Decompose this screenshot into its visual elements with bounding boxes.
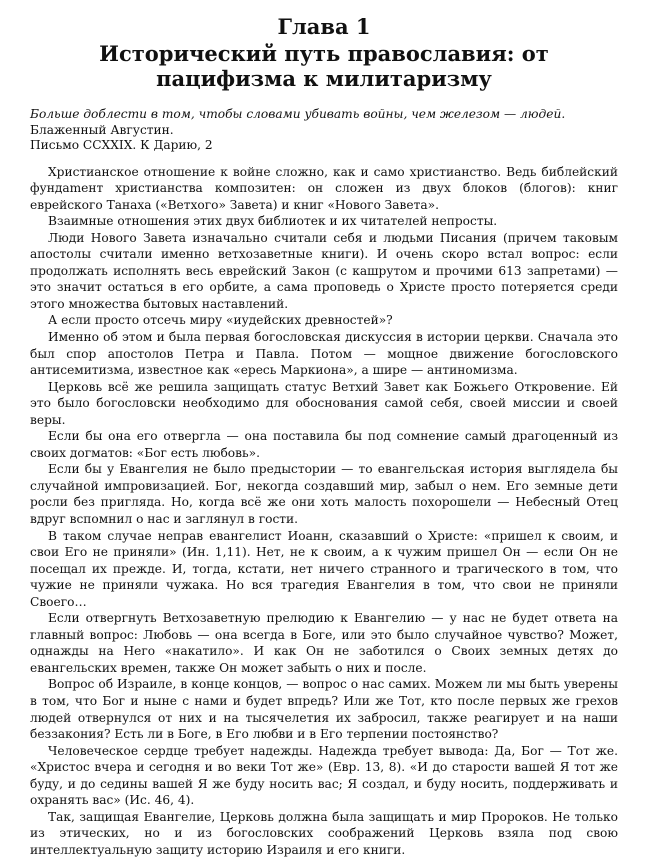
paragraph: Христианское отношение к войне сложно, как и само христианство. Ведь библейский фундаmент христианства композитен: он сложен из двух блоков (блогов): книг еврейского Танаха («Ветхого» Завета) и книг «Нового Завета».	[30, 164, 618, 214]
document-page	[30, 0, 618, 858]
paragraph: Церковь всё же решила защищать статус Ветхий Завет как Божьего Откровение. Ей это было богословски необходимо для обоснования самой себя, своей миссии и своей веры.	[30, 379, 618, 429]
paragraph: Если отвергнуть Ветхозаветную прелюдию к Евангелию — у нас не будет ответа на главный вопрос: Любовь — она всегда в Боге, или это было случайное чувство? Может, однажды на Него «накатило». И как Он не заботился о Своих земных детях до евангельских времен, также Он может забыть о них и после.	[30, 610, 618, 676]
paragraph: А если просто отсечь миру «иудейских древностей»?	[30, 312, 618, 329]
chapter-body	[30, 164, 618, 858]
epigraph-source: Письмо CCXXIX. К Дарию, 2	[30, 138, 618, 154]
chapter-title: Исторический путь православия: от пацифизма к милитаризму	[30, 41, 618, 91]
paragraph: Вопрос об Израиле, в конце концов, — вопрос о нас самих. Можем ли мы быть уверены в том, что Бог и ныне с нами и будет впредь? Или же Тот, кто после первых же грехов людей отвернулся от них и на тысячелетия их забросил, также реагирует и на наши беззакония? Есть ли в Боге, в Его любви и в Его терпении постоянство?	[30, 676, 618, 742]
paragraph: Взаимные отношения этих двух библиотек и их читателей непросты.	[30, 213, 618, 230]
paragraph: Человеческое сердце требует надежды. Надежда требует вывода: Да, Бог — Тот же. «Христос вчера и сегодня и во веки Тот же» (Евр. 13, 8). «И до старости вашей Я тот же буду, и до седины вашей Я же буду носить вас; Я создал, и буду носить, поддерживать и охранять вас» (Ис. 46, 4).	[30, 743, 618, 809]
epigraph	[30, 107, 618, 154]
paragraph: Люди Нового Завета изначально считали себя и людьми Писания (причем таковым апостолы считали именно ветхозаветные книги). И очень скоро встал вопрос: если продолжать исполнять весь еврейский Закон (с кашрутом и прочими 613 запретами) — это значит остаться в его орбите, а сама проповедь о Христе просто потеряется среди этого множества бытовых наставлений.	[30, 230, 618, 313]
paragraph: Если бы она его отвергла — она поставила бы под сомнение самый драгоценный из своих догматов: «Бог есть любовь».	[30, 428, 618, 461]
epigraph-author: Блаженный Августин.	[30, 123, 618, 139]
paragraph: Если бы у Евангелия не было предыстории — то евангельская история выглядела бы случайной импровизацией. Бог, некогда создавший мир, забыл о нем. Его земные дети росли без пригляда. Но, когда всё же они хоть малость похорошели — Небесный Отец вдруг вспомнил о нас и заглянул в гости.	[30, 461, 618, 527]
epigraph-quote: Больше доблести в том, чтобы словами убивать войны, чем железом — людей.	[30, 107, 618, 123]
paragraph: Именно об этом и была первая богословская дискуссия в истории церкви. Сначала это был спор апостолов Петра и Павла. Потом — мощное движение богословского антисемитизма, известное как «ересь Маркиона», а шире — антиномизма.	[30, 329, 618, 379]
paragraph: В таком случае неправ евангелист Иоанн, сказавший о Христе: «пришел к своим, и свои Его не приняли» (Ин. 1,11). Нет, не к своим, а к чужим пришел Он — если Он не посещал их прежде. И, тогда, кстати, нет ничего странного и трагического в том, что чужие не приняли чужака. Но вся трагедия Евангелия в том, что свои не приняли Своего…	[30, 528, 618, 611]
chapter-label: Глава 1	[30, 15, 618, 39]
paragraph: Так, защищая Евангелие, Церковь должна была защищать и мир Пророков. Не только из этических, но и из богословских соображений Церковь взяла под свою интеллектуальную защиту историю Израиля и его книги.	[30, 809, 618, 858]
